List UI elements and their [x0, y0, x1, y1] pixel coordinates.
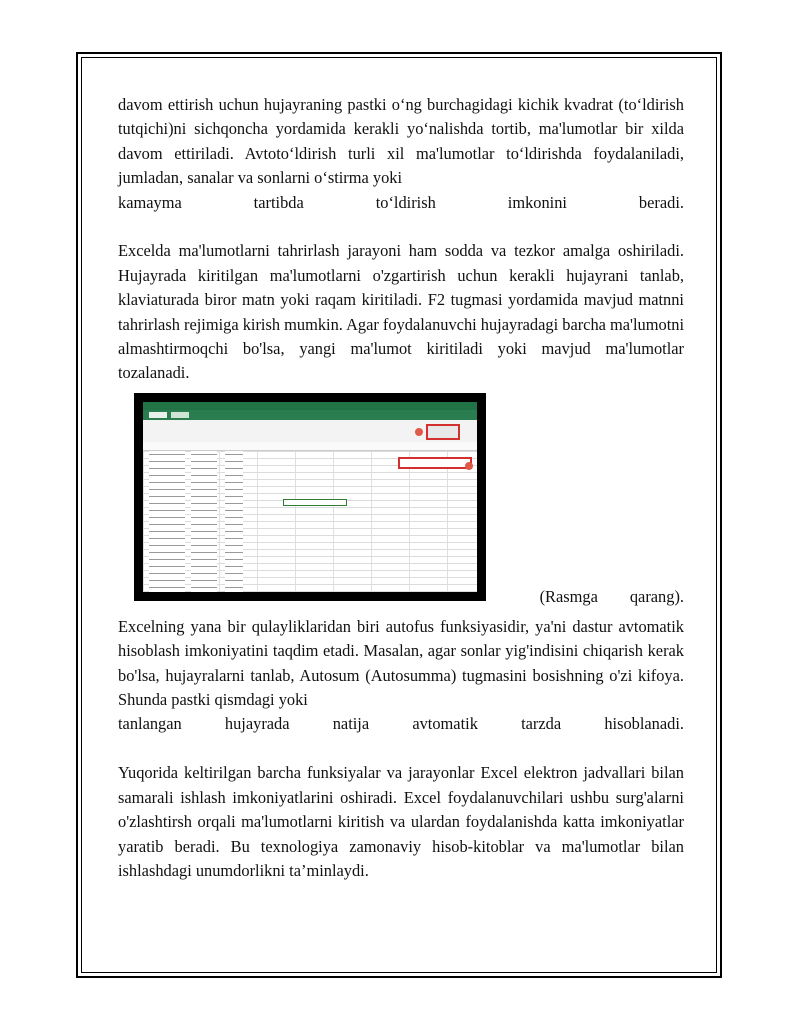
paragraph-autofill [118, 93, 684, 215]
excel-highlighted-field [398, 457, 472, 469]
paragraph-autosum [118, 615, 684, 737]
figure-row [118, 393, 684, 615]
paragraph-conclusion [118, 761, 684, 883]
excel-data-column [191, 451, 217, 592]
excel-data-column [225, 451, 243, 592]
paragraph-autofill-text: davom ettirish uchun hujayraning pastki o‘ng burchagidagi kichik kvadrat (to‘ldirish tutqichi)ni sichqoncha yordamida kerakli yo‘nalishda tortib, ma'lumotlar bir xilda davom ettiriladi. Avtoto‘ldirish turli xil ma'lumotlar to‘ldirishda foydalaniladi, jumladan, sanalar va sonlarni o‘stirma yoki [118, 95, 684, 188]
paragraph-autosum-last-line: tanlangan hujayrada natija avtomatik tarzda hisoblanadi. [118, 714, 684, 734]
paragraph-autofill-last-line: kamayma tartibda to‘ldirish imkonini beradi. [118, 192, 684, 212]
excel-highlighted-button [426, 424, 460, 440]
excel-screenshot-image [134, 393, 486, 601]
excel-annotation-marker [465, 462, 473, 470]
excel-ribbon-tabs [143, 410, 477, 420]
excel-ribbon-tab [149, 412, 167, 418]
figure-caption [540, 585, 684, 609]
paragraph-conclusion-text: Yuqorida keltirilgan barcha funksiyalar va jarayonlar Excel elektron jadvallari bilan samarali ishlash imkoniyatlarini oshiradi. Excel foydalanuvchilari ushbu surg'alarni o'zlashtirsh orqali ma'lumotlarni kiritish va ulardan foydalanishda katta imkoniyatlar yaratib beradi. Bu texnologiya zamonaviy hisob-kitoblar va ma'lumotlar bilan ishlashdagi unumdorlikni ta’minlaydi. [118, 763, 684, 880]
paragraph-editing-text: Excelda ma'lumotlarni tahrirlash jarayoni ham sodda va tezkor amalga oshiriladi. Hujayrada kiritilgan ma'lumotlarni o'zgartirish uchun kerakli hujayrani tanlab, klaviaturada biror matn yoki raqam kiritiladi. F2 tugmasi yordamida mavjud matnni tahrirlash rejimiga kirish mumkin. Agar foydalanuvchi hujayradagi barcha ma'lumotni almashtirmoqchi bo'lsa, yangi ma'lumot kiritiladi yoki mavjud ma'lumotlar tozalanadi. [118, 241, 684, 383]
excel-selected-cell [283, 499, 347, 506]
document-body [118, 93, 684, 883]
excel-title-bar [143, 402, 477, 410]
excel-window [143, 402, 477, 592]
caption-word-1: (Rasmga [539, 586, 598, 606]
excel-formula-bar [143, 442, 477, 451]
paragraph-editing [118, 239, 684, 385]
excel-ribbon-tab [171, 412, 189, 418]
paragraph-autosum-text: Excelning yana bir qulayliklaridan biri autofus funksiyasidir, ya'ni dastur avtomatik hisoblash imkoniyatini taqdim etadi. Masalan, agar sonlar yig'indisini chiqarish kerak bo'lsa, hujayralarni tanlab, Autosum (Autosumma) tugmasini bosishning o'zi kifoya. Shunda pastki qismdagi yoki [118, 616, 684, 710]
excel-data-column [149, 451, 185, 592]
excel-annotation-marker [415, 428, 423, 436]
caption-word-2: qarang). [629, 586, 684, 606]
